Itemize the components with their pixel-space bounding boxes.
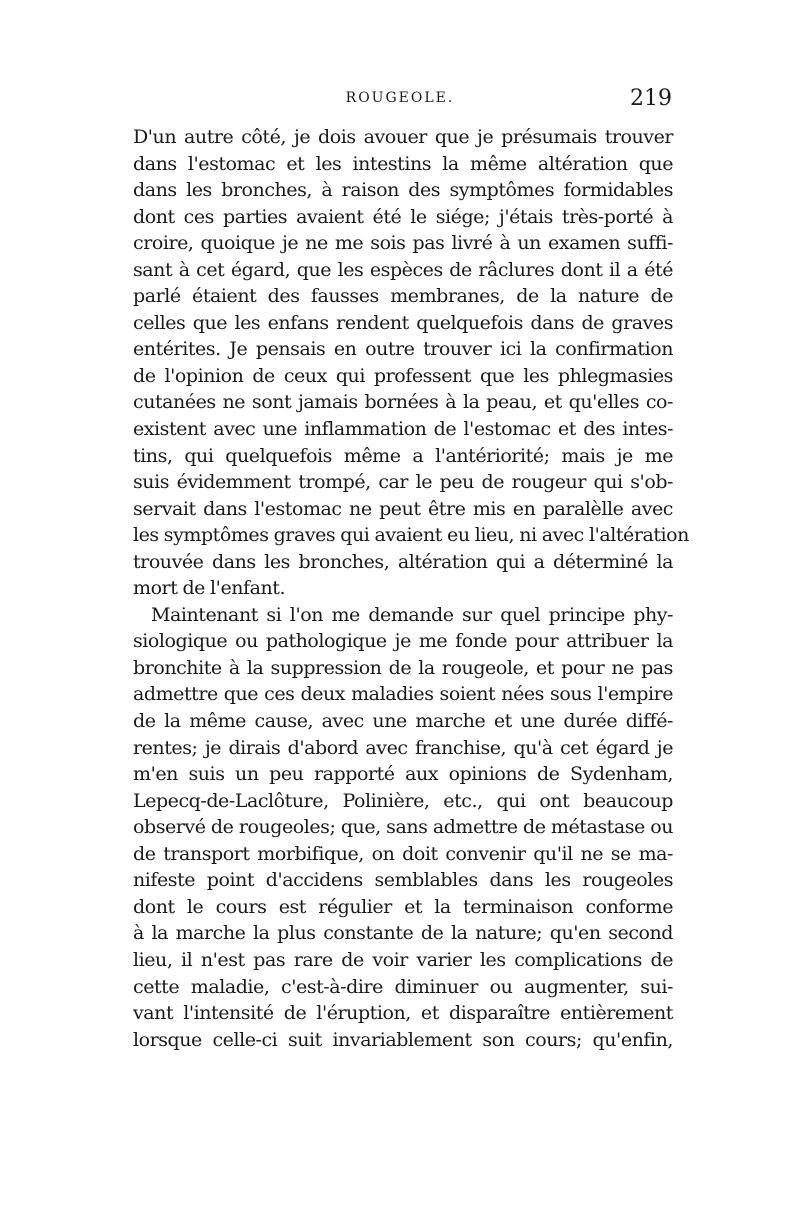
text-line: à la marche la plus constante de la nature; qu'en second	[133, 922, 673, 945]
text-line: nifeste point d'accidens semblables dans les rougeoles	[133, 869, 673, 892]
text-line: sant à cet égard, que les espèces de râclures dont il a été	[133, 258, 673, 281]
text-line: dont le cours est régulier et la terminaison conforme	[133, 895, 673, 918]
text-line: dans l'estomac et les intestins la même altération que	[133, 152, 673, 175]
text-line: bronchite à la suppression de la rougeole, et pour ne pas	[133, 656, 673, 679]
text-line: dont ces parties avaient été le siége; j'étais très-porté à	[133, 205, 673, 228]
text-line: tins, qui quelquefois même a l'antériorité; mais je me	[133, 444, 673, 467]
paragraph-first-line: Maintenant si l'on me demande sur quel principe phy-	[151, 603, 673, 626]
text-line: celles que les enfans rendent quelquefois dans de graves	[133, 311, 673, 334]
text-line: lorsque celle-ci suit invariablement son cours; qu'enfin,	[133, 1028, 673, 1051]
text-line: servait dans l'estomac ne peut être mis en paralèlle avec	[133, 497, 673, 520]
text-line: les symptômes graves qui avaient eu lieu, ni avec l'altération	[133, 524, 689, 547]
body-text	[133, 124, 689, 1053]
text-line: Lepecq-de-Laclôture, Polinière, etc., qui ont beaucoup	[133, 789, 673, 812]
text-line: suis évidemment trompé, car le peu de rougeur qui s'ob-	[133, 471, 673, 494]
text-line: cette maladie, c'est-à-dire diminuer ou augmenter, sui-	[133, 975, 673, 998]
text-line: cutanées ne sont jamais bornées à la peau, et qu'elles co-	[133, 391, 673, 414]
text-line: de la même cause, avec une marche et une durée diffé-	[133, 710, 673, 733]
running-head	[128, 86, 672, 116]
text-line: croire, quoique je ne me sois pas livré à un examen suffi-	[133, 232, 673, 255]
text-line: trouvée dans les bronches, altération qui a déterminé la	[133, 550, 673, 573]
text-line: dans les bronches, à raison des symptômes formidables	[133, 179, 673, 202]
text-line: de transport morbifique, on doit convenir qu'il ne se ma-	[133, 842, 673, 865]
text-line: m'en suis un peu rapporté aux opinions de Sydenham,	[133, 763, 673, 786]
text-line: D'un autre côté, je dois avouer que je présumais trouver	[133, 126, 673, 148]
text-line: rentes; je dirais d'abord avec franchise, qu'à cet égard je	[133, 736, 673, 759]
text-line: vant l'intensité de l'éruption, et disparaître entièrement	[133, 1002, 673, 1025]
running-title: ROUGEOLE.	[345, 90, 455, 106]
text-line: parlé étaient des fausses membranes, de la nature de	[133, 285, 673, 308]
page-number: 219	[630, 86, 672, 111]
text-line: existent avec une inflammation de l'estomac et des intes-	[133, 418, 673, 441]
text-line: siologique ou pathologique je me fonde pour attribuer la	[133, 630, 673, 653]
text-line: entérites. Je pensais en outre trouver ici la confirmation	[133, 338, 673, 361]
text-line: observé de rougeoles; que, sans admettre de métastase ou	[133, 816, 673, 839]
text-line: de l'opinion de ceux qui professent que les phlegmasies	[133, 364, 673, 387]
text-line: lieu, il n'est pas rare de voir varier les complications de	[133, 948, 673, 971]
text-line: admettre que ces deux maladies soient nées sous l'empire	[133, 683, 673, 706]
paragraph-end-line: mort de l'enfant.	[133, 577, 286, 600]
